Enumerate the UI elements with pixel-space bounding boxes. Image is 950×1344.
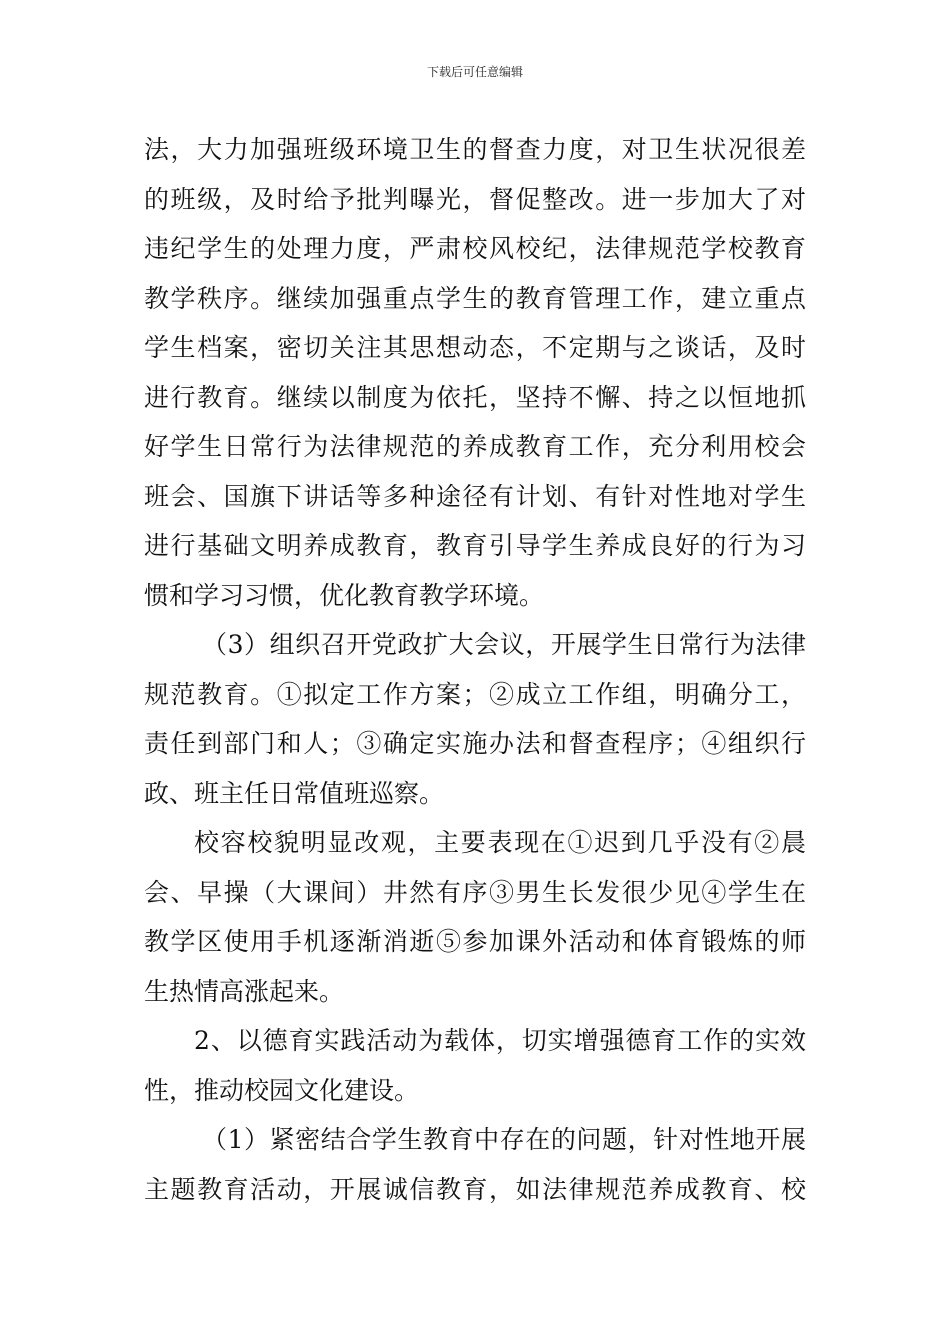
text-line: 违纪学生的处理力度，严肃校风校纪，法律规范学校教育 (144, 234, 806, 263)
text-line: 好学生日常行为法律规范的养成教育工作，充分利用校会 (144, 432, 806, 461)
text-line: 2、以德育实践活动为载体，切实增强德育工作的实效 (194, 1026, 806, 1055)
text-line: 进行基础文明养成教育，教育引导学生养成良好的行为习 (144, 531, 806, 560)
text-line: 的班级，及时给予批判曝光，督促整改。进一步加大了对 (144, 184, 806, 214)
text-line: 进行教育。继续以制度为依托，坚持不懈、持之以恒地抓 (144, 382, 806, 412)
text-line: 会、早操（大课间）井然有序③男生长发很少见④学生在 (144, 877, 806, 907)
text-line: 政、班主任日常值班巡察。 (144, 778, 445, 808)
text-line: 教学区使用手机逐渐消逝⑤参加课外活动和体育锻炼的师 (144, 927, 806, 956)
text-line: 责任到部门和人；③确定实施办法和督查程序；④组织行 (144, 729, 806, 758)
paragraph-3 (144, 818, 806, 1016)
paragraph-5 (144, 1115, 806, 1214)
text-line: 学生档案，密切关注其思想动态，不定期与之谈话，及时 (144, 333, 806, 362)
paragraph-1 (144, 125, 806, 620)
text-line: （3）组织召开党政扩大会议，开展学生日常行为法律 (202, 630, 806, 659)
paragraph-2 (144, 620, 806, 818)
page-header: 下载后可任意编辑 (426, 65, 523, 79)
text-line: 性，推动校园文化建设。 (144, 1075, 420, 1105)
text-line: 生热情高涨起来。 (144, 976, 345, 1006)
text-line: 主题教育活动，开展诚信教育，如法律规范养成教育、校 (144, 1174, 806, 1204)
text-line: （1）紧密结合学生教育中存在的问题，针对性地开展 (202, 1125, 806, 1154)
text-line: 惯和学习习惯，优化教育教学环境。 (144, 580, 545, 610)
text-line: 校容校貌明显改观，主要表现在①迟到几乎没有②晨 (194, 828, 806, 857)
text-line: 班会、国旗下讲话等多种途径有计划、有针对性地对学生 (144, 481, 806, 511)
text-line: 规范教育。①拟定工作方案；②成立工作组，明确分工， (144, 679, 806, 709)
text-line: 教学秩序。继续加强重点学生的教育管理工作，建立重点 (144, 283, 806, 313)
paragraph-4 (144, 1016, 806, 1115)
document-body (144, 125, 806, 1214)
text-line: 法，大力加强班级环境卫生的督查力度，对卫生状况很差 (144, 135, 806, 164)
